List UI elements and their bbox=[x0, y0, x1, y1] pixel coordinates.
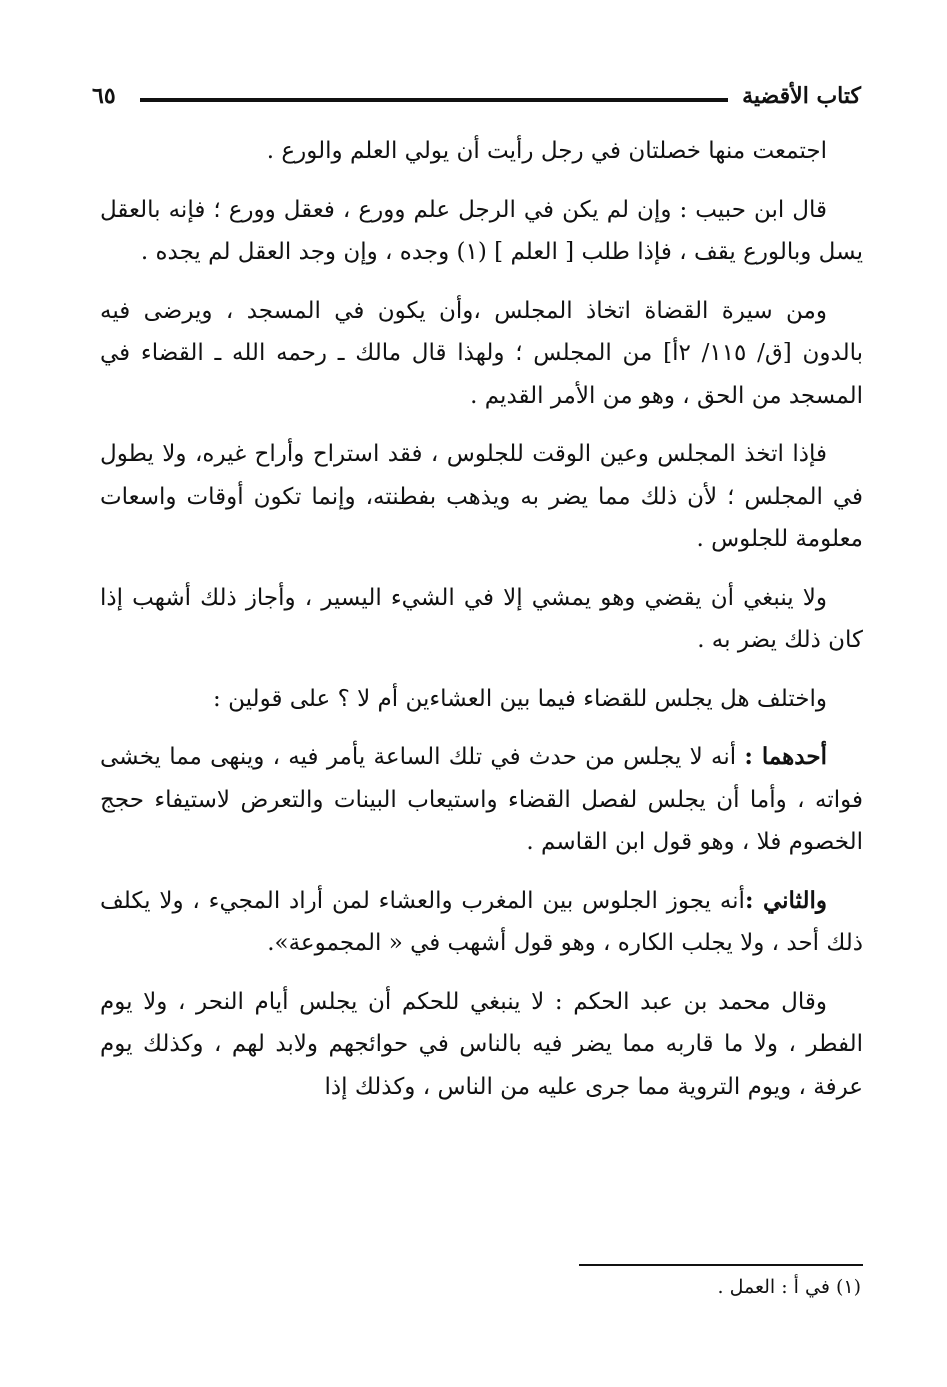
footnote: (١) في أ : العمل . bbox=[717, 1276, 861, 1298]
paragraph bbox=[100, 678, 863, 721]
paragraph bbox=[100, 736, 863, 864]
paragraph-text: ومن سيرة القضاة اتخاذ المجلس ،وأن يكون في المسجد ، ويرضى فيه بالدون [ق/ ١١٥/ ٢أ] من المجلس ؛ ولهذا قال مالك ـ رحمه الله ـ القضاء في المسجد من الحق ، وهو من الأمر القديم . bbox=[100, 297, 863, 409]
paragraph-text: أنه لا يجلس من حدث في تلك الساعة يأمر فيه ، وينهى مما يخشى فواته ، وأما أن يجلس لفصل القضاء واستيعاب البينات والتعرض لاستيفاء حجج الخصوم فلا ، وهو قول ابن القاسم . bbox=[100, 744, 863, 855]
paragraph bbox=[100, 290, 863, 418]
paragraph-text: اجتمعت منها خصلتان في رجل رأيت أن يولي العلم والورع . bbox=[266, 138, 827, 164]
paragraph-text: قال ابن حبيب : وإن لم يكن في الرجل علم وورع ، فعقل وورع ؛ فإنه بالعقل يسل وبالورع يقف ، فإذا طلب [ العلم ] (١) وجده ، وإن وجد العقل لم يجده . bbox=[100, 196, 863, 265]
paragraph bbox=[100, 981, 863, 1109]
paragraph bbox=[100, 130, 863, 173]
paragraph-text: وقال محمد بن عبد الحكم : لا ينبغي للحكم أن يجلس أيام النحر ، ولا يوم الفطر ، ولا ما قاربه مما يضر فيه بالناس في حوائجهم ولابد لهم ، وكذلك يوم عرفة ، ويوم التروية مما جرى عليه من الناس ، وكذلك إذا bbox=[100, 988, 863, 1100]
paragraph-text: واختلف هل يجلس للقضاء فيما بين العشاءين أم لا ؟ على قولين : bbox=[213, 685, 827, 712]
footnote-rule bbox=[579, 1264, 863, 1266]
chapter-title: كتاب الأقضية bbox=[742, 83, 861, 109]
page-number: ٦٥ bbox=[92, 83, 116, 109]
paragraph-text: فإذا اتخذ المجلس وعين الوقت للجلوس ، فقد استراح وأراح غيره، ولا يطول في المجلس ؛ لأن ذلك مما يضر به ويذهب بفطنته، وإنما تكون أوقات واسعات معلومة للجلوس . bbox=[100, 441, 863, 552]
paragraph bbox=[100, 577, 863, 662]
paragraph-text: أنه يجوز الجلوس بين المغرب والعشاء لمن أراد المجيء ، ولا يكلف ذلك أحد ، ولا يجلب الكاره ، وهو قول أشهب في « المجموعة». bbox=[100, 887, 863, 956]
paragraph-text: ولا ينبغي أن يقضي وهو يمشي إلا في الشيء اليسير ، وأجاز ذلك أشهب إذا كان ذلك يضر به . bbox=[100, 584, 863, 653]
paragraph-lead: والثاني : bbox=[744, 886, 827, 914]
paragraph bbox=[100, 189, 863, 274]
running-header bbox=[92, 78, 861, 114]
paragraph bbox=[100, 433, 863, 561]
header-rule bbox=[140, 98, 728, 102]
body-text bbox=[100, 130, 863, 1124]
paragraph-lead: أحدهما : bbox=[744, 743, 827, 770]
paragraph bbox=[100, 880, 863, 965]
